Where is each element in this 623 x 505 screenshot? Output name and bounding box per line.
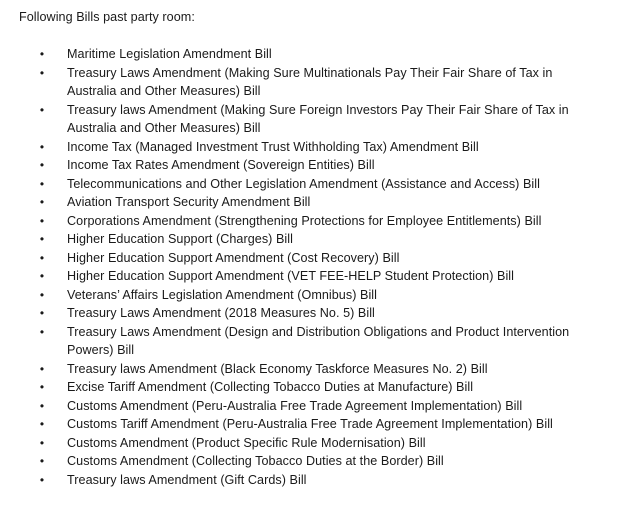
bullet-icon: •	[39, 139, 45, 154]
bill-title: Customs Amendment (Product Specific Rule Modernisation) Bill	[67, 435, 426, 450]
bill-list-item	[19, 101, 603, 138]
bill-list-item	[19, 452, 603, 471]
bill-list-item	[19, 45, 603, 64]
bill-title: Higher Education Support Amendment (VET FEE-HELP Student Protection) Bill	[67, 269, 514, 283]
bill-list-item	[19, 304, 603, 323]
bill-title: Treasury laws Amendment (Black Economy Taskforce Measures No. 2) Bill	[67, 361, 488, 376]
bullet-icon: •	[39, 361, 45, 376]
bullet-icon: •	[39, 195, 45, 209]
bill-list-item	[19, 434, 603, 453]
bill-title: Income Tax (Managed Investment Trust Withholding Tax) Amendment Bill	[67, 139, 479, 154]
bill-list-item	[19, 64, 603, 101]
bullet-icon: •	[39, 287, 45, 302]
bill-list-item	[19, 267, 603, 286]
bullet-icon: •	[39, 269, 45, 283]
bullet-icon: •	[39, 158, 45, 172]
bill-title: Customs Amendment (Peru-Australia Free Trade Agreement Implementation) Bill	[67, 398, 523, 413]
bullet-icon: •	[39, 306, 45, 320]
bill-list-item	[19, 156, 603, 175]
bullet-icon: •	[39, 324, 45, 339]
bullet-icon: •	[39, 250, 45, 265]
bullet-icon: •	[39, 380, 45, 394]
bill-title: Treasury laws Amendment (Gift Cards) Bill	[67, 472, 307, 487]
bullet-icon: •	[39, 213, 45, 228]
bill-title: Customs Tariff Amendment (Peru-Australia Free Trade Agreement Implementation) Bill	[67, 417, 553, 431]
bill-title: Veterans’ Affairs Legislation Amendment (Omnibus) Bill	[67, 287, 377, 302]
bill-list-item	[19, 397, 603, 416]
bill-title: Treasury Laws Amendment (Design and Distribution Obligations and Product Intervention Powers) Bill	[67, 324, 570, 357]
bullet-icon: •	[39, 472, 45, 487]
bullet-icon: •	[39, 435, 45, 450]
bill-title: Treasury Laws Amendment (2018 Measures No. 5) Bill	[67, 306, 375, 320]
bill-list-item	[19, 415, 603, 434]
bullet-icon: •	[39, 398, 45, 413]
document-heading: Following Bills past party room:	[19, 10, 195, 24]
bill-title: Higher Education Support (Charges) Bill	[67, 232, 293, 246]
bill-title: Customs Amendment (Collecting Tobacco Duties at the Border) Bill	[67, 454, 444, 468]
bill-list-item	[19, 286, 603, 305]
bill-title: Income Tax Rates Amendment (Sovereign Entities) Bill	[67, 158, 375, 172]
bill-title: Treasury laws Amendment (Making Sure Foreign Investors Pay Their Fair Share of Tax in Australia and Other Measures) Bill	[67, 102, 569, 135]
bullet-icon: •	[39, 454, 45, 468]
bill-list-item	[19, 323, 603, 360]
bill-list-item	[19, 471, 603, 490]
bill-list-item	[19, 212, 603, 231]
bill-title: Telecommunications and Other Legislation Amendment (Assistance and Access) Bill	[67, 176, 540, 191]
bullet-icon: •	[39, 102, 45, 117]
bill-list-item	[19, 138, 603, 157]
bill-title: Excise Tariff Amendment (Collecting Tobacco Duties at Manufacture) Bill	[67, 380, 474, 394]
bullet-icon: •	[39, 417, 45, 431]
bill-list-item	[19, 378, 603, 397]
bill-title: Aviation Transport Security Amendment Bill	[67, 195, 311, 209]
bill-list-item	[19, 230, 603, 249]
bullet-icon: •	[39, 65, 45, 80]
bill-title: Maritime Legislation Amendment Bill	[67, 47, 272, 61]
bill-list-item	[19, 175, 603, 194]
bill-list-item	[19, 249, 603, 268]
bill-list-item	[19, 193, 603, 212]
bill-list-item	[19, 360, 603, 379]
bullet-icon: •	[39, 176, 45, 191]
bullet-icon: •	[39, 232, 45, 246]
bill-title: Corporations Amendment (Strengthening Protections for Employee Entitlements) Bill	[67, 213, 542, 228]
bill-list	[19, 45, 603, 489]
bill-title: Higher Education Support Amendment (Cost Recovery) Bill	[67, 250, 400, 265]
bill-title: Treasury Laws Amendment (Making Sure Multinationals Pay Their Fair Share of Tax in Australia and Other Measures) Bill	[67, 65, 553, 98]
bullet-icon: •	[39, 47, 45, 61]
